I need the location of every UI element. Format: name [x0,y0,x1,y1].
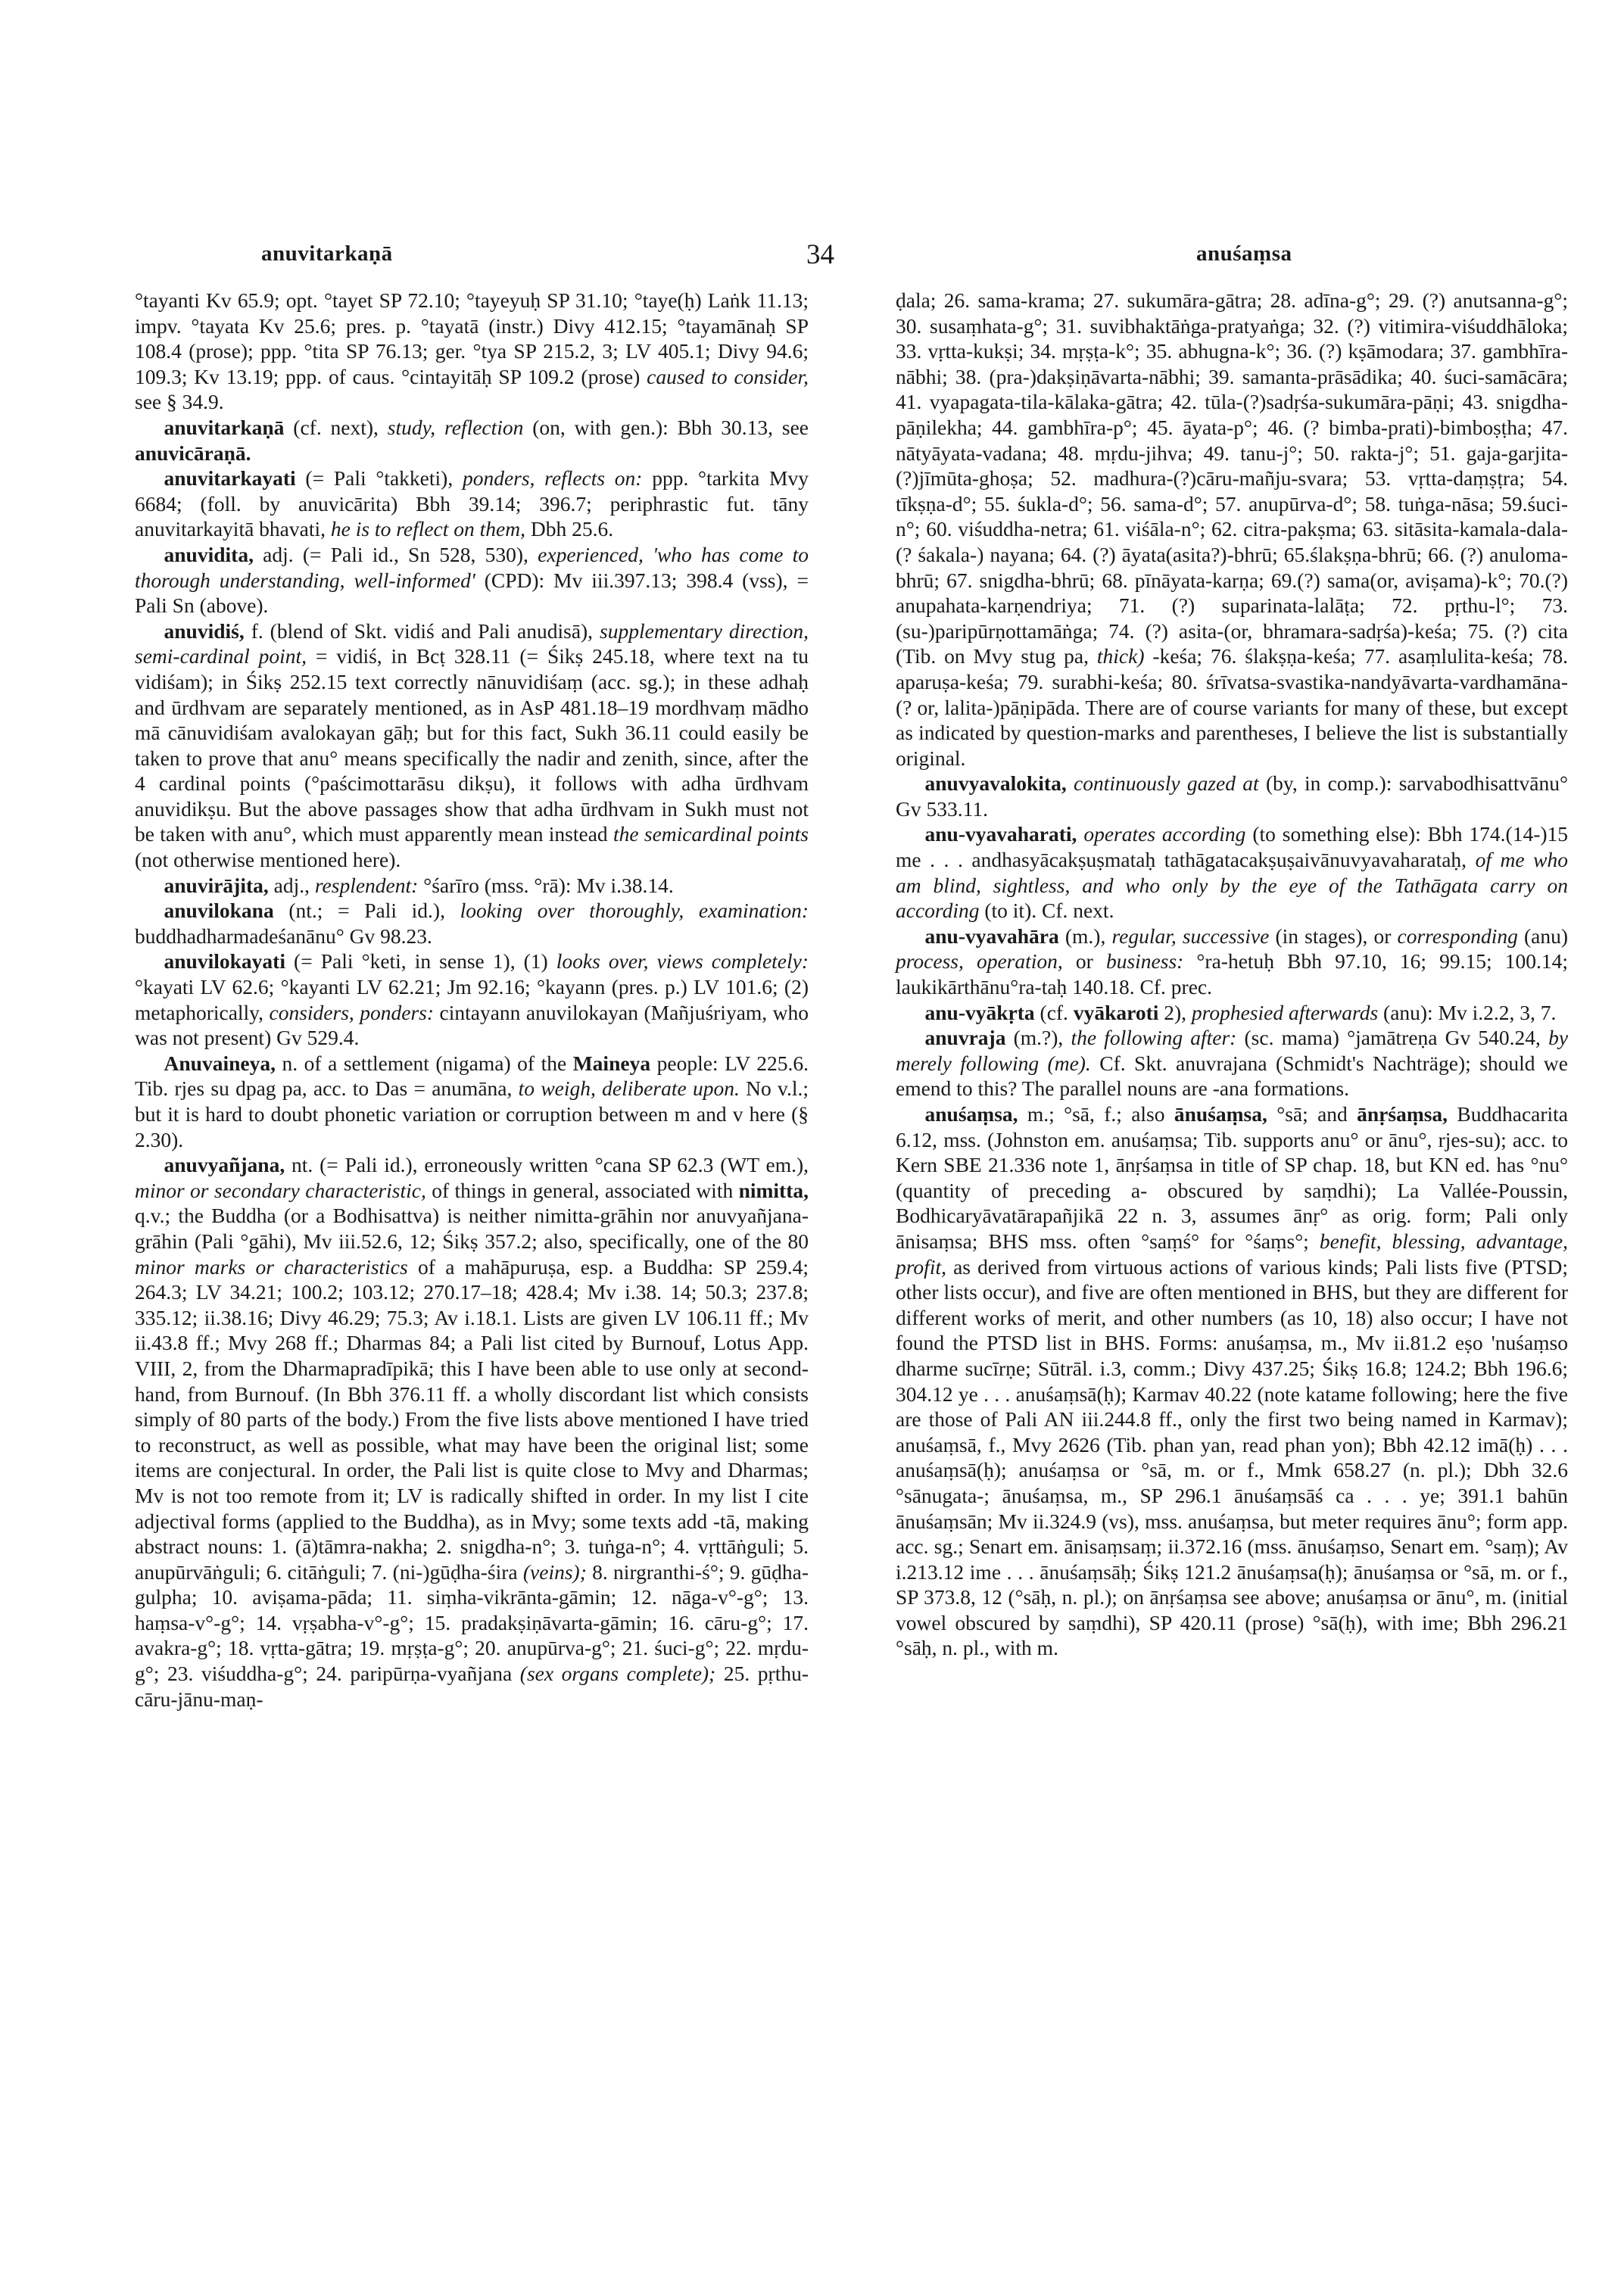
headword: anu-vyavaharati, [924,822,1077,846]
headword: anuvidita, [164,542,254,566]
headword: anuvilokayati [164,949,285,974]
headword: anuvilokana [164,899,274,923]
entry-anuvirajita: anuvirājita, adj., resplendent: °śarīro (mss. °rā): Mv i.38.14. [164,873,674,897]
entry-anuvyanjana: anuvyañjana, nt. (= Pali id.), erroneously written °cana SP 62.3 (WT em.), minor or secondary characteristic, of things in general, associated with nimitta, q.v.; the Buddha (or a Bodhisattva) is neither nimitta-grāhin nor anuvyañjana-grāhin (Pali °gāhi), Mv iii.52.6, 12; Śikṣ 357.2; also, specifically, one of the 80 minor marks or characteristics of a mahāpuruṣa, esp. a Buddha: SP 259.4; 264.3; LV 34.21; 100.2; 103.12; 270.17–18; 428.4; Mv i.38. 14; 50.3; 237.8; 335.12; ii.38.16; Divy 46.29; 75.3; Av i.18.1. Lists are given LV 106.11 ff.; Mv ii.43.8 ff.; Mvy 268 ff.; Dharmas 84; a Pali list cited by Burnouf, Lotus App. VIII, 2, from the Dharmapradīpikā; this I have been able to use only at second-hand, from Burnouf. (In Bbh 376.11 ff. a wholly discordant list which consists simply of 80 parts of the body.) From the five lists above mentioned I have tried to reconstruct, as well as possible, what may have been the original list; some items are conjectural. In order, the Pali list is quite close to Mvy and Dharmas; Mv is not too remote from it; LV is radically shifted in order. In my list I cite adjectival forms (applied to the Buddha), as in Mvy; some texts add -tā, making abstract nouns: 1. (ā)tāmra-nakha; 2. snigdha-n°; 3. tuṅga-n°; 4. vṛttāṅguli; 5. anupūrvāṅguli; 6. citāṅguli; 7. (ni-)gūḍha-śira (veins); 8. nirgranthi-ś°; 9. gūḍha-gulpha; 10. aviṣama-pāda; 11. siṃha-vikrānta-gāmin; 12. nāga-v°-g°; 13. haṃsa-v°-g°; 14. vṛṣabha-v°-g°; 15. pradakṣiṇāvarta-gāmin; 16. cāru-g°; 17. avakra-g°; 18. vṛtta-gātra; 19. mṛṣṭa-g°; 20. anupūrva-g°; 21. śuci-g°; 22. mṛdu-g°; 23. viśuddha-g°; 24. paripūrṇa-vyañjana (sex organs complete); 25. pṛthu-cāru-jānu-maṇ- [135,1153,809,1711]
headword: anuvidiś, [164,618,245,643]
entry-anuvraja: anuvraja (m.?), the following after: (sc. mama) °jamātreṇa Gv 540.24, by merely following (me). Cf. Skt. anuvrajana (Schmidt's Nachträge); should we emend to this? The parallel nouns are -ana formations. [896,1026,1569,1101]
entry-anuvitarkayati-forms: °tayanti Kv 65.9; opt. °tayet SP 72.10; °tayeyuḥ SP 31.10; °taye(ḥ) Laṅk 11.13; impv. °tayata Kv 25.6; pres. p. °tayatā (instr.) Divy 412.15; °tayamānaḥ SP 108.4 (prose); ppp. °tita SP 76.13; ger. °tya SP 215.2, 3; LV 405.1; Divy 94.6; 109.3; Kv 13.19; ppp. of caus. °cintayitāḥ SP 109.2 (prose) caused to consider, see § 34.9. [135,288,809,414]
entry-anuvitarkayati: anuvitarkayati (= Pali °takketi), ponders, reflects on: ppp. °tarkita Mvy 6684; (foll. by anuvicārita) Bbh 39.14; 396.7; periphrastic fut. tāny anuvitarkayitā bhavati, he is to reflect on them, Dbh 25.6. [135,466,809,541]
headword: anuvyañjana, [164,1153,285,1177]
headword: anu-vyavahāra [924,924,1059,948]
page-number: 34 [806,239,834,270]
entry-anuvidis: anuvidiś, f. (blend of Skt. vidiś and Pali anudisā), supplementary direction, semi-cardinal point, = vidiś, in Bcṭ 328.11 (= Śikṣ 245.18, where text na tu vidiśam); in Śikṣ 252.15 text correctly nānuvidiśaṃ (acc. sg.); in these adhaḥ and ūrdhvam are separately mentioned, as in AsP 481.18–19 mordhvaṃ mādho mā cānuvidiśam avalokayan gāḥ; but for this fact, Sukh 36.11 could easily be taken to prove that anu° means specifically the nadir and zenith, since, after the 4 cardinal points (°paścimottarāsu dikṣu), it follows with adha ūrdhvam anuvidikṣu. But the above passages show that adha ūrdhvam in Sukh must not be taken with anu°, which must apparently mean instead the semicardinal points (not otherwise mentioned here). [135,618,809,872]
entry-anuvyavalokita: anuvyavalokita, continuously gazed at (by, in comp.): sarvabodhisattvānu° Gv 533.11. [896,771,1569,821]
left-column [135,288,809,1712]
right-column [896,288,1568,1661]
headword: anuvitarkaṇā [164,415,285,439]
entry-anu-vyavahara: anu-vyavahāra (m.), regular, successive (in stages), or corresponding (anu) process, operation, or business: °ra-hetuḥ Bbh 97.10, 16; 99.15; 100.14; laukikārthānu°ra-taḥ 140.18. Cf. prec. [896,924,1569,999]
running-head-left: anuvitarkaṇā [261,241,393,266]
headword: anuvitarkayati [164,466,296,491]
entry-anusamsa: anuśaṃsa, m.; °sā, f.; also ānuśaṃsa, °sā; and ānṛśaṃsa, Buddhacarita 6.12, mss. (Johnston em. anuśaṃsa; Tib. supports anu° or ānu°, rjes-su); acc. to Kern SBE 21.336 note 1, ānṛśaṃsa in title of SP chap. 18, but KN ed. has °nu° (quantity of preceding a- obscured by saṃdhi); La Vallée-Poussin, Bodhicaryāvatārapañjikā 22 n. 3, assumes ānṛ° as orig. form; Pali only ānisaṃsa; BHS mss. often °saṃś° for °śaṃs°; benefit, blessing, advantage, profit, as derived from virtuous actions of various kinds; Pali lists five (PTSD; other lists occur), and five are often mentioned in BHS, but they are different for different works of merit, and other numbers (as 10, 18) also occur; I have not found the PTSD list in BHS. Forms: anuśaṃsa, m., Mv ii.81.2 eṣo 'nuśaṃso dharme sucīrṇe; Sūtrāl. i.3, comm.; Divy 437.25; Śikṣ 16.8; 124.2; Bbh 196.6; 304.12 ye . . . anuśaṃsā(ḥ); Karmav 40.22 (note katame following; here the five are those of Pali AN iii.244.8 ff., only the first two being named in Karmav); anuśaṃsā, f., Mvy 2626 (Tib. phan yan, read phan yon); Bbh 42.12 imā(ḥ) . . . anuśaṃsā(ḥ); anuśaṃsa or °sā, m. or f., Mmk 658.27 (n. pl.); Dbh 32.6 °sānugata-; ānuśaṃsa, m., SP 296.1 ānuśaṃsāś ca . . . ye; 391.1 bahūn ānuśaṃsān; Mv ii.324.9 (vs), mss. anuśaṃsa, but meter requires ānu°; form app. acc. sg.; Senart em. ānisaṃsaṃ; ii.372.16 (mss. ānuśaṃso, Senart em. °saṃ); Av i.213.12 ime . . . ānuśaṃsāḥ; Śikṣ 121.2 ānuśaṃsa(ḥ); ānuśaṃsa or °sā, m. or f., SP 373.8, 12 (°sāḥ, n. pl.); on ānṛśaṃsa see above; anuśaṃsa or ānu°, m. (initial vowel obscured by saṃdhi), SP 420.11 (prose) °sā(ḥ), with ime; Bbh 296.21 °sāḥ, n. pl., with m. [896,1102,1569,1660]
headword: anuvirājita, [164,873,269,897]
entry-anu-vyakrta: anu-vyākṛta (cf. vyākaroti 2), prophesied afterwards (anu): Mv i.2.2, 3, 7. [924,1000,1557,1024]
headword: anu-vyākṛta [924,1000,1035,1024]
entry-anuvidita: anuvidita, adj. (= Pali id., Sn 528, 530), experienced, 'who has come to thorough understanding, well-informed' (CPD): Mv iii.397.13; 398.4 (vss), = Pali Sn (above). [135,542,809,618]
headword: Anuvaineya, [164,1051,276,1075]
entry-anuvaineya: Anuvaineya, n. of a settlement (nigama) of the Maineya people: LV 225.6. Tib. rjes su dpag pa, acc. to Das = anumāna, to weigh, deliberate upon. No v.l.; but it is hard to doubt phonetic variation or corruption between m and v here (§ 2.30). [135,1051,809,1151]
headword: anuśaṃsa, [924,1102,1018,1126]
entry-anuvyanjana-continued: ḍala; 26. sama-krama; 27. sukumāra-gātra; 28. adīna-g°; 29. (?) anutsanna-g°; 30. susaṃhata-g°; 31. suvibhaktāṅga-pratyaṅga; 32. (?) vitimira-viśuddhāloka; 33. vṛtta-kukṣi; 34. mṛṣṭa-k°; 35. abhugna-k°; 36. (?) kṣāmodara; 37. gambhīra-nābhi; 38. (pra-)dakṣiṇāvarta-nābhi; 39. samanta-prāsādika; 40. śuci-samācāra; 41. vyapagata-tila-kālaka-gātra; 42. tūla-(?)sadṛśa-sukumāra-pāṇi; 43. snigdha-pāṇilekha; 44. gambhīra-p°; 45. āyata-p°; 46. (? bimba-prati)-bimboṣṭha; 47. nātyāyata-vadana; 48. mṛdu-jihva; 49. tanu-j°; 50. rakta-j°; 51. gaja-garjita-(?)jīmūta-ghoṣa; 52. madhura-(?)cāru-mañju-svara; 53. vṛtta-daṃṣṭra; 54. tīkṣṇa-d°; 55. śukla-d°; 56. sama-d°; 57. anupūrva-d°; 58. tuṅga-nāsa; 59.śuci-n°; 60. viśuddha-netra; 61. viśāla-n°; 62. citra-pakṣma; 63. sitāsita-kamala-dala-(? śakala-) nayana; 64. (?) āyata(asita?)-bhrū; 65.ślakṣṇa-bhrū; 66. (?) anuloma-bhrū; 67. snigdha-bhrū; 68. pīnāyata-karṇa; 69.(?) sama(or, aviṣama)-k°; 70.(?) anupahata-karṇendriya; 71. (?) suparinata-lalāṭa; 72. pṛthu-l°; 73. (su-)paripūrṇottamāṅga; 74. (?) asita-(or, bhramara-sadṛśa)-keśa; 75. (?) cita (Tib. on Mvy stug pa, thick) -keśa; 76. ślakṣṇa-keśa; 77. asaṃlulita-keśa; 78. aparuṣa-keśa; 79. surabhi-keśa; 80. śrīvatsa-svastika-nandyāvarta-vardhamāna-(? or, lalita-)pāṇipāda. There are of course variants for many of these, but except as indicated by question-marks and parentheses, I believe the list is substantially original. [896,288,1568,770]
headword: anuvyavalokita, [924,771,1067,796]
page-header [0,238,1624,276]
entry-anu-vyavaharati: anu-vyavaharati, operates according (to something else): Bbh 174.(14-)15 me . . . andhasyācakṣuṣmataḥ tathāgatacakṣuṣaivānuvyavaharataḥ, of me who am blind, sightless, and who only by the eye of the Tathāgata carry on according (to it). Cf. next. [896,822,1569,923]
entry-anuvitarkana: anuvitarkaṇā (cf. next), study, reflection (on, with gen.): Bbh 30.13, see anuvicāraṇā. [135,415,809,465]
running-head-right: anuśaṃsa [1196,241,1292,266]
headword: anuvraja [924,1026,1006,1050]
entry-anuvilokayati: anuvilokayati (= Pali °keti, in sense 1), (1) looks over, views completely: °kayati LV 62.6; °kayanti LV 62.21; Jm 92.16; °kayann (pres. p.) LV 101.6; (2) metaphorically, considers, ponders: cintayann anuvilokayan (Mañjuśriyam, who was not present) Gv 529.4. [135,949,809,1050]
entry-anuvilokana: anuvilokana (nt.; = Pali id.), looking over thoroughly, examination: buddhadharmadeśanānu° Gv 98.23. [135,899,809,948]
